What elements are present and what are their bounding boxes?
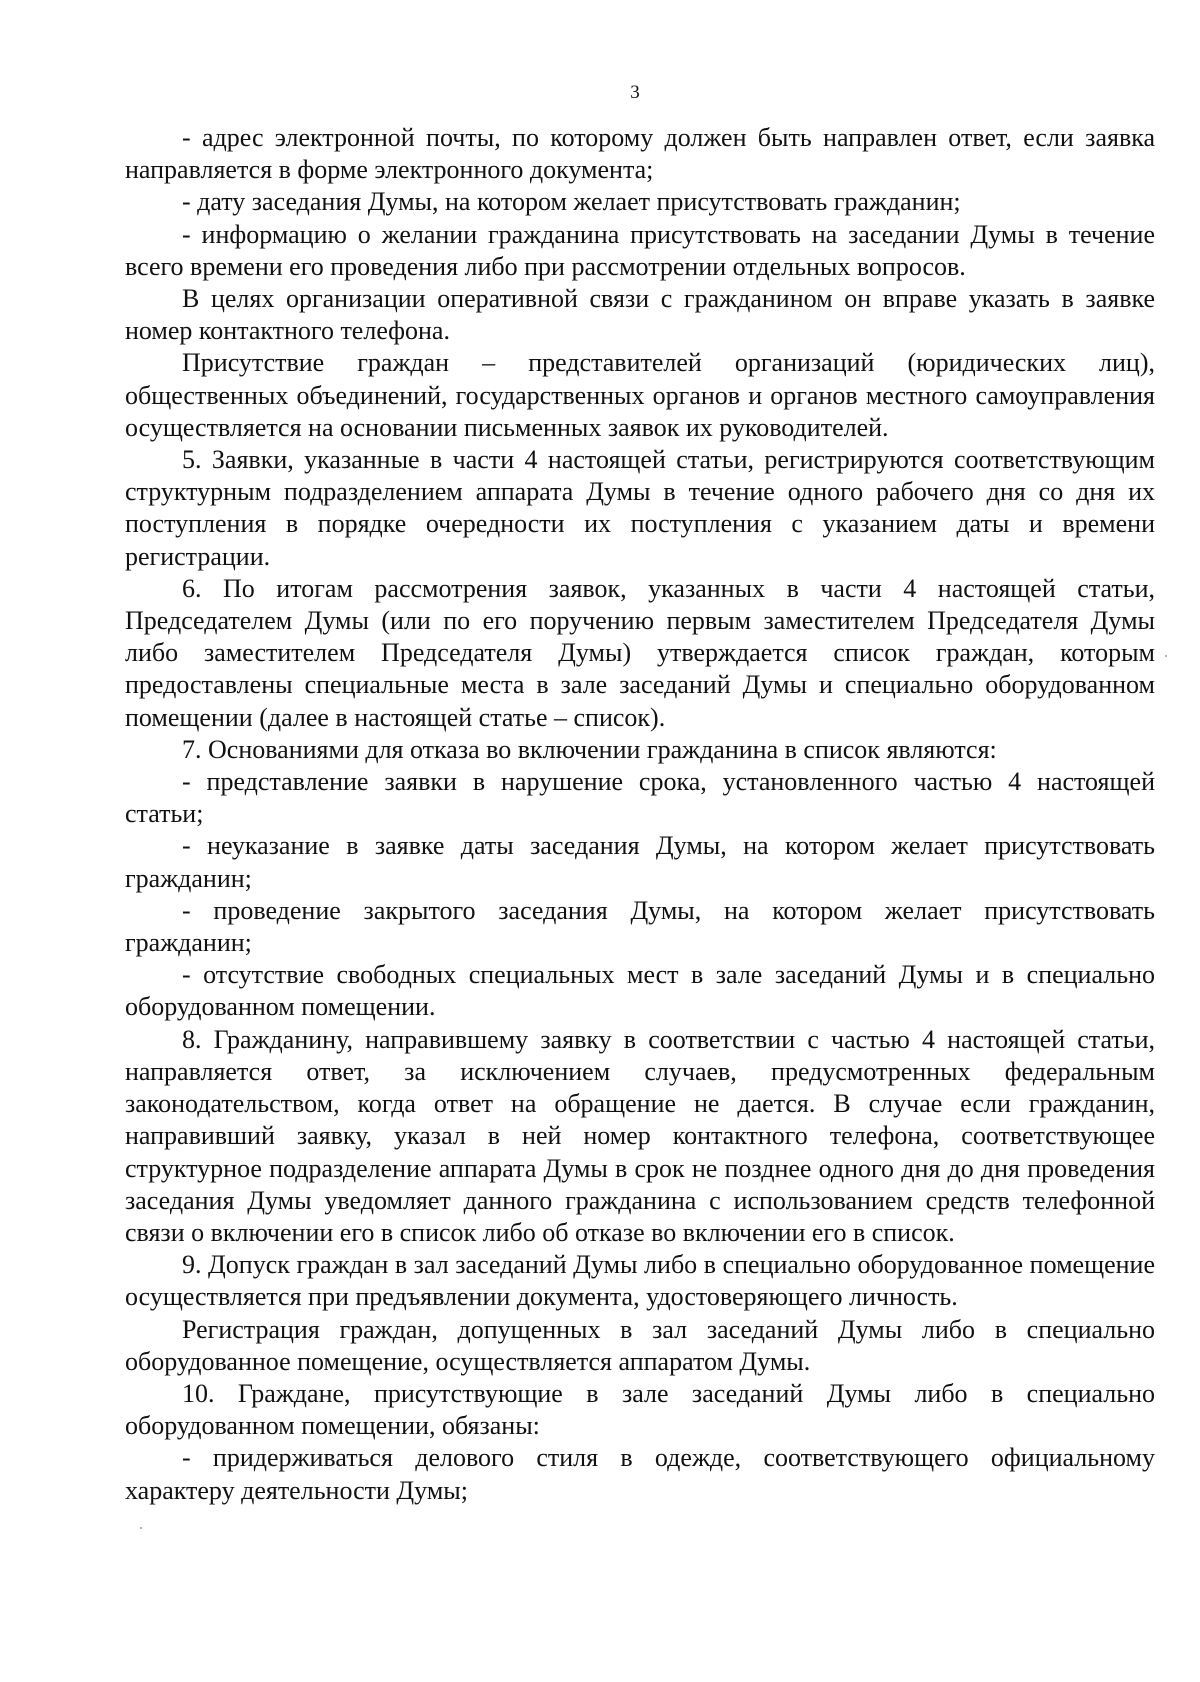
paragraph: - адрес электронной почты, по которому должен быть направлен ответ, если заявка направляется в форме электронного документа;: [125, 123, 1155, 185]
document-body: [125, 122, 1155, 1507]
paragraph: 5. Заявки, указанные в части 4 настоящей статьи, регистрируются соответствующим структурным подразделением аппарата Думы в течение одного рабочего дня со дня их поступления в порядке очередности их поступления с указанием даты и времени регистрации.: [125, 445, 1155, 571]
paragraph: - проведение закрытого заседания Думы, на котором желает присутствовать гражданин;: [125, 895, 1155, 958]
paragraph: - представление заявки в нарушение срока, установленного частью 4 настоящей статьи;: [125, 767, 1155, 829]
paragraph: - дату заседания Думы, на котором желает присутствовать гражданин;: [182, 187, 961, 217]
paragraph: - неуказание в заявке даты заседания Думы, на котором желает присутствовать гражданин;: [125, 831, 1155, 893]
scan-speck: [1165, 655, 1167, 657]
paragraph: Регистрация граждан, допущенных в зал заседаний Думы либо в специально оборудованное помещение, осуществляется аппаратом Думы.: [125, 1314, 1155, 1376]
paragraph: 6. По итогам рассмотрения заявок, указанных в части 4 настоящей статьи, Председателем Думы (или по его поручению первым заместителем Председателя Думы либо заместителем Председателя Думы) утверждается список граждан, которым предоставлены специальные места в зале заседаний Думы и специально оборудованном помещении (далее в настоящей статье – список).: [125, 573, 1155, 732]
scan-speck: [140, 1527, 142, 1529]
paragraph: 8. Гражданину, направившему заявку в соответствии с частью 4 настоящей статьи, направляется ответ, за исключением случаев, предусмотренных федеральным законодательством, когда ответ на обращение не дается. В случае если гражданин, направивший заявку, указал в ней номер контактного телефона, соответствующее структурное подразделение аппарата Думы в срок не позднее одного дня до дня проведения заседания Думы уведомляет данного гражданина с использованием средств телефонной связи о включении его в список либо об отказе во включении его в список.: [125, 1024, 1155, 1247]
paragraph: 7. Основаниями для отказа во включении гражданина в список являются:: [182, 734, 997, 764]
paragraph: 9. Допуск граждан в зал заседаний Думы либо в специально оборудованное помещение осуществляется при предъявлении документа, удостоверяющего личность.: [125, 1250, 1155, 1312]
paragraph: В целях организации оперативной связи с гражданином он вправе указать в заявке номер контактного телефона.: [125, 284, 1155, 346]
paragraph: - информацию о желании гражданина присутствовать на заседании Думы в течение всего времени его проведения либо при рассмотрении отдельных вопросов.: [125, 219, 1155, 281]
paragraph: - придерживаться делового стиля в одежде, соответствующего официальному характеру деятельности Думы;: [125, 1443, 1155, 1505]
page-number: 3: [630, 82, 640, 103]
paragraph: 10. Граждане, присутствующие в зале заседаний Думы либо в специально оборудованном помещении, обязаны:: [125, 1378, 1155, 1441]
paragraph: Присутствие граждан – представителей организаций (юридических лиц), общественных объединений, государственных органов и органов местного самоуправления осуществляется на основании письменных заявок их руководителей.: [125, 348, 1155, 442]
paragraph: - отсутствие свободных специальных мест в зале заседаний Думы и в специально оборудованном помещении.: [125, 960, 1155, 1022]
